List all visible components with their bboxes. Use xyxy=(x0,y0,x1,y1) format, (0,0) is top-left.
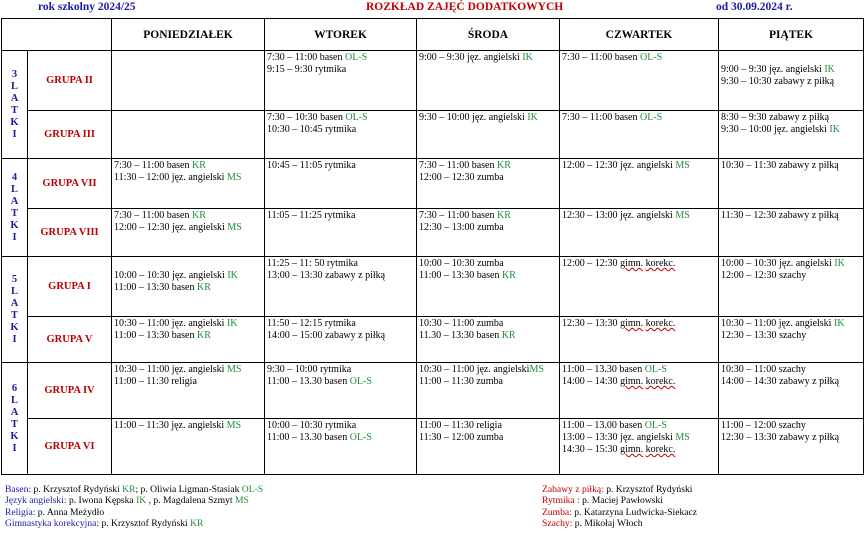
teacher-code: IK xyxy=(527,112,538,123)
teacher-code: IK xyxy=(829,124,840,135)
activity-entry: 12:00 – 12:30 szachy xyxy=(721,270,807,281)
activity-entry: 11:00 – 13.00 basen OL-S xyxy=(562,420,667,431)
activity-entry: 11:00 – 13:30 basen KR xyxy=(419,270,516,281)
schedule-cell xyxy=(560,317,719,363)
teacher-code: MS xyxy=(675,160,690,171)
teacher-code: KR xyxy=(191,160,206,171)
schedule-cell xyxy=(265,51,417,111)
activity-entry: 12:00 – 12:30 jęz. angielski MS xyxy=(114,222,242,233)
age-label: 4 L A T K I xyxy=(2,159,28,257)
teacher-code: IK xyxy=(226,318,238,329)
activity-entry: 11:30 – 12:30 zabawy z piłką xyxy=(721,210,839,221)
schedule-cell xyxy=(417,257,560,317)
activity-entry: 10:45 – 11:05 rytmika xyxy=(267,160,356,171)
activity-entry: 11:30 – 12:00 jęz. angielski MS xyxy=(114,172,242,183)
schedule-cell xyxy=(560,257,719,317)
teacher-code: IK xyxy=(824,64,835,75)
footer-teachers-right xyxy=(542,484,697,529)
schedule-cell xyxy=(719,51,864,111)
group-name: GRUPA VII xyxy=(28,159,112,209)
activity-entry: 10:30 – 11:00 jęz. angielski IK xyxy=(721,318,845,329)
schedule-cell xyxy=(417,419,560,475)
group-name: GRUPA IV xyxy=(28,363,112,419)
schedule-cell xyxy=(265,209,417,257)
schedule-cell xyxy=(417,51,560,111)
group-row xyxy=(2,257,864,317)
activity-entry: 12:00 – 12:30 gimn. korekc. xyxy=(562,258,676,269)
teacher-code: KR xyxy=(496,160,511,171)
teacher-code: MS xyxy=(675,210,690,221)
schedule-cell xyxy=(719,209,864,257)
activity-entry: 7:30 – 11:00 basen KR xyxy=(114,210,206,221)
school-year: rok szkolny 2024/25 xyxy=(38,1,136,13)
activity-entry: 10:30 – 11:00 zumba xyxy=(419,318,504,329)
age-label: 5 L A T K I xyxy=(2,257,28,363)
activity-entry: 11:00 – 13.30 basen OL-S xyxy=(562,364,667,375)
group-row xyxy=(2,209,864,257)
teacher-code: MS xyxy=(675,432,690,443)
activity-entry: 12:30 – 13:30 szachy xyxy=(721,330,807,341)
teacher-code: KR xyxy=(196,282,211,293)
teacher-code: OL-S xyxy=(639,112,663,123)
schedule-cell xyxy=(265,257,417,317)
activity-entry: 13:00 – 13:30 jęz. angielski MS xyxy=(562,432,690,443)
page-title: ROZKŁAD ZAJĘĆ DODATKOWYCH xyxy=(366,1,564,13)
group-row xyxy=(2,363,864,419)
group-row xyxy=(2,159,864,209)
schedule-table xyxy=(1,18,864,475)
age-label: 3 L A T K I xyxy=(2,51,28,159)
activity-entry: 7:30 – 11:00 basen KR xyxy=(114,160,206,171)
schedule-cell xyxy=(112,317,265,363)
activity-entry: 12:30 – 13:30 gimn. korekc. xyxy=(562,318,676,329)
schedule-cell xyxy=(417,363,560,419)
schedule-cell xyxy=(112,51,265,111)
schedule-cell xyxy=(560,51,719,111)
activity-entry: 11:00 – 11:30 religia xyxy=(114,376,197,387)
activity-entry: 14:00 – 14:30 gimn. korekc. xyxy=(562,376,676,387)
activity-entry: 11:00 – 11:30 zumba xyxy=(419,376,503,387)
activity-entry: 12:30 – 13:30 zabawy z piłką xyxy=(721,432,840,443)
schedule-cell xyxy=(560,209,719,257)
teacher-code: OL-S xyxy=(644,364,667,375)
activity-entry: 9:00 – 9:30 jęz. angielski IK xyxy=(419,52,533,63)
schedule-cell xyxy=(560,159,719,209)
day-header: ŚRODA xyxy=(417,19,560,51)
activity-entry: 11.30 – 13:30 basen KR xyxy=(419,330,516,341)
group-name: GRUPA VIII xyxy=(28,209,112,257)
group-row xyxy=(2,111,864,159)
activity-entry: 10:30 – 11:00 jęz. angielski IK xyxy=(114,318,238,329)
day-header: CZWARTEK xyxy=(560,19,719,51)
footer-teachers-left xyxy=(5,484,263,529)
schedule-cell xyxy=(265,317,417,363)
teacher-code: MS xyxy=(226,364,242,375)
group-row xyxy=(2,51,864,111)
activity-entry: 11:30 – 12:00 zumba xyxy=(419,432,504,443)
day-header-row xyxy=(2,19,864,51)
teacher-code: MS xyxy=(226,172,242,183)
teacher-code: IK xyxy=(522,52,533,63)
teacher-code: IK xyxy=(833,318,845,329)
schedule-cell xyxy=(417,159,560,209)
schedule-cell xyxy=(112,257,265,317)
day-header: WTOREK xyxy=(265,19,417,51)
effective-date: od 30.09.2024 r. xyxy=(716,1,793,13)
schedule-cell xyxy=(112,363,265,419)
schedule-cell xyxy=(417,317,560,363)
activity-entry: 10:30 – 11:00 jęz. angielski MS xyxy=(114,364,242,375)
activity-entry: 9:30 – 10:00 rytmika xyxy=(267,364,352,375)
teacher-legend-line: Język angielski: p. Iwona Kępska IK , p. Magdalena Szmyt MS xyxy=(5,495,249,507)
activity-entry: 10:00 – 10:30 jęz. angielski IK xyxy=(721,258,845,269)
activity-entry: 10:30 – 11:00 szachy xyxy=(721,364,806,375)
activity-entry: 11:00 – 13.30 basen OL-S xyxy=(267,432,372,443)
teacher-code: OL-S xyxy=(644,420,667,431)
schedule-cell xyxy=(719,257,864,317)
activity-entry: 7:30 – 11:00 basen OL-S xyxy=(267,52,368,63)
teacher-code: KR xyxy=(501,330,516,341)
activity-entry: 9:15 – 9:30 rytmika xyxy=(267,64,347,75)
activity-entry: 12:30 – 13:00 jęz. angielski MS xyxy=(562,210,690,221)
group-name: GRUPA I xyxy=(28,257,112,317)
teacher-code: MS xyxy=(529,364,544,375)
corner-cell xyxy=(2,19,112,51)
activity-entry: 7:30 – 11:00 basen KR xyxy=(419,160,511,171)
activity-entry: 11:25 – 11: 50 rytmika xyxy=(267,258,358,269)
activity-entry: 14:00 – 14:30 zabawy z piłką xyxy=(721,376,840,387)
activity-entry: 11:05 – 11:25 rytmika xyxy=(267,210,356,221)
group-name: GRUPA II xyxy=(28,51,112,111)
activity-entry xyxy=(721,52,861,64)
age-label: 6 L A T K I xyxy=(2,363,28,475)
schedule-cell xyxy=(112,209,265,257)
activity-entry: 10:00 – 10:30 rytmika xyxy=(267,420,357,431)
day-header: PONIEDZIAŁEK xyxy=(112,19,265,51)
activity-entry: 10:30 – 11:00 jęz. angielskiMS xyxy=(419,364,544,375)
teacher-code: MS xyxy=(227,222,242,233)
teacher-code: KR xyxy=(501,270,516,281)
activity-entry: 9:00 – 9:30 jęz. angielski IK xyxy=(721,64,835,75)
teacher-code: IK xyxy=(227,270,238,281)
teacher-code: MS xyxy=(226,420,242,431)
day-header: PIĄTEK xyxy=(719,19,864,51)
activity-entry: 14:30 – 15:30 gimn. korekc. xyxy=(562,444,676,455)
activity-entry: 9:30 – 10:00 jęz. angielski IK xyxy=(419,112,538,123)
schedule-cell xyxy=(265,363,417,419)
activity-entry: 7:30 – 11:00 basen OL-S xyxy=(562,52,663,63)
teacher-legend-line: Gimnastyka korekcyjna: p. Krzysztof Rydyński KR xyxy=(5,517,204,529)
teacher-legend-line: Szachy: p. Mikołaj Włoch xyxy=(542,517,643,529)
activity-entry: 12:30 – 13:00 zumba xyxy=(419,222,504,233)
activity-entry: 7:30 – 10:30 basen OL-S xyxy=(267,112,368,123)
activity-entry: 13:00 – 13:30 zabawy z piłką xyxy=(267,270,386,281)
schedule-cell xyxy=(719,159,864,209)
teacher-code: KR xyxy=(196,330,211,341)
teacher-code: OL-S xyxy=(639,52,663,63)
schedule-cell xyxy=(417,209,560,257)
teacher-legend-line: Zumba: p. Katarzyna Ludwicka-Siekacz xyxy=(542,506,698,518)
activity-entry: 10:30 – 11:30 zabawy z piłką xyxy=(721,160,839,171)
teacher-code: OL-S xyxy=(349,432,372,443)
activity-entry: 11:00 – 12:00 szachy xyxy=(721,420,806,431)
teacher-code: KR xyxy=(191,210,206,221)
teacher-legend-line: Rytmika : p. Maciej Pawłowski xyxy=(542,495,663,507)
activity-entry: 11:00 – 13:30 basen KR xyxy=(114,330,211,341)
activity-entry: 11:00 – 11:30 religia xyxy=(419,420,502,431)
activity-entry: 11:00 – 11:30 jęz. angielski MS xyxy=(114,420,242,431)
schedule-cell xyxy=(560,419,719,475)
teacher-legend-line: Basen: p. Krzysztof Rydyński KR; p. Oliwia Ligman-Stasiak OL-S xyxy=(5,484,264,495)
activity-entry: 11:00 – 13:30 basen KR xyxy=(114,282,211,293)
schedule-cell xyxy=(719,317,864,363)
group-row xyxy=(2,317,864,363)
activity-entry: 11:50 – 12:15 rytmika xyxy=(267,318,356,329)
group-name: GRUPA V xyxy=(28,317,112,363)
activity-entry: 10:00 – 10:30 jęz. angielski IK xyxy=(114,270,238,281)
teacher-legend-line: Zabawy z piłką: p. Krzysztof Rydyński xyxy=(542,484,693,495)
activity-entry: 9:30 – 10:30 zabawy z piłką xyxy=(721,76,835,87)
activity-entry: 9:30 – 10:00 jęz. angielski IK xyxy=(721,124,840,135)
schedule-cell xyxy=(560,363,719,419)
activity-entry: 7:30 – 11:00 basen OL-S xyxy=(562,112,663,123)
schedule-cell xyxy=(560,111,719,159)
activity-entry: 11:00 – 13.30 basen OL-S xyxy=(267,376,372,387)
activity-entry: 10:00 – 10:30 zumba xyxy=(419,258,504,269)
activity-entry xyxy=(114,258,262,270)
teacher-code: OL-S xyxy=(345,112,368,123)
activity-entry: 8:30 – 9:30 zabawy z piłką xyxy=(721,112,830,123)
teacher-code: OL-S xyxy=(349,376,372,387)
schedule-cell xyxy=(265,419,417,475)
schedule-cell xyxy=(265,159,417,209)
teacher-code: OL-S xyxy=(344,52,368,63)
teacher-legend-line: Religia: p. Anna Meżydło xyxy=(5,506,105,518)
activity-entry: 12:00 – 12:30 jęz. angielski MS xyxy=(562,160,690,171)
schedule-cell xyxy=(719,419,864,475)
activity-entry: 14:00 – 15:00 zabawy z piłką xyxy=(267,330,386,341)
schedule-cell xyxy=(112,159,265,209)
schedule-cell xyxy=(719,363,864,419)
schedule-cell xyxy=(265,111,417,159)
activity-entry: 7:30 – 11:00 basen KR xyxy=(419,210,511,221)
group-name: GRUPA III xyxy=(28,111,112,159)
teacher-code: IK xyxy=(834,258,845,269)
activity-entry: 12:00 – 12:30 zumba xyxy=(419,172,504,183)
teacher-code: KR xyxy=(496,210,511,221)
schedule-cell xyxy=(112,111,265,159)
group-row xyxy=(2,419,864,475)
schedule-cell xyxy=(112,419,265,475)
group-name: GRUPA VI xyxy=(28,419,112,475)
activity-entry: 10:30 – 10:45 rytmika xyxy=(267,124,357,135)
schedule-cell xyxy=(417,111,560,159)
schedule-cell xyxy=(719,111,864,159)
